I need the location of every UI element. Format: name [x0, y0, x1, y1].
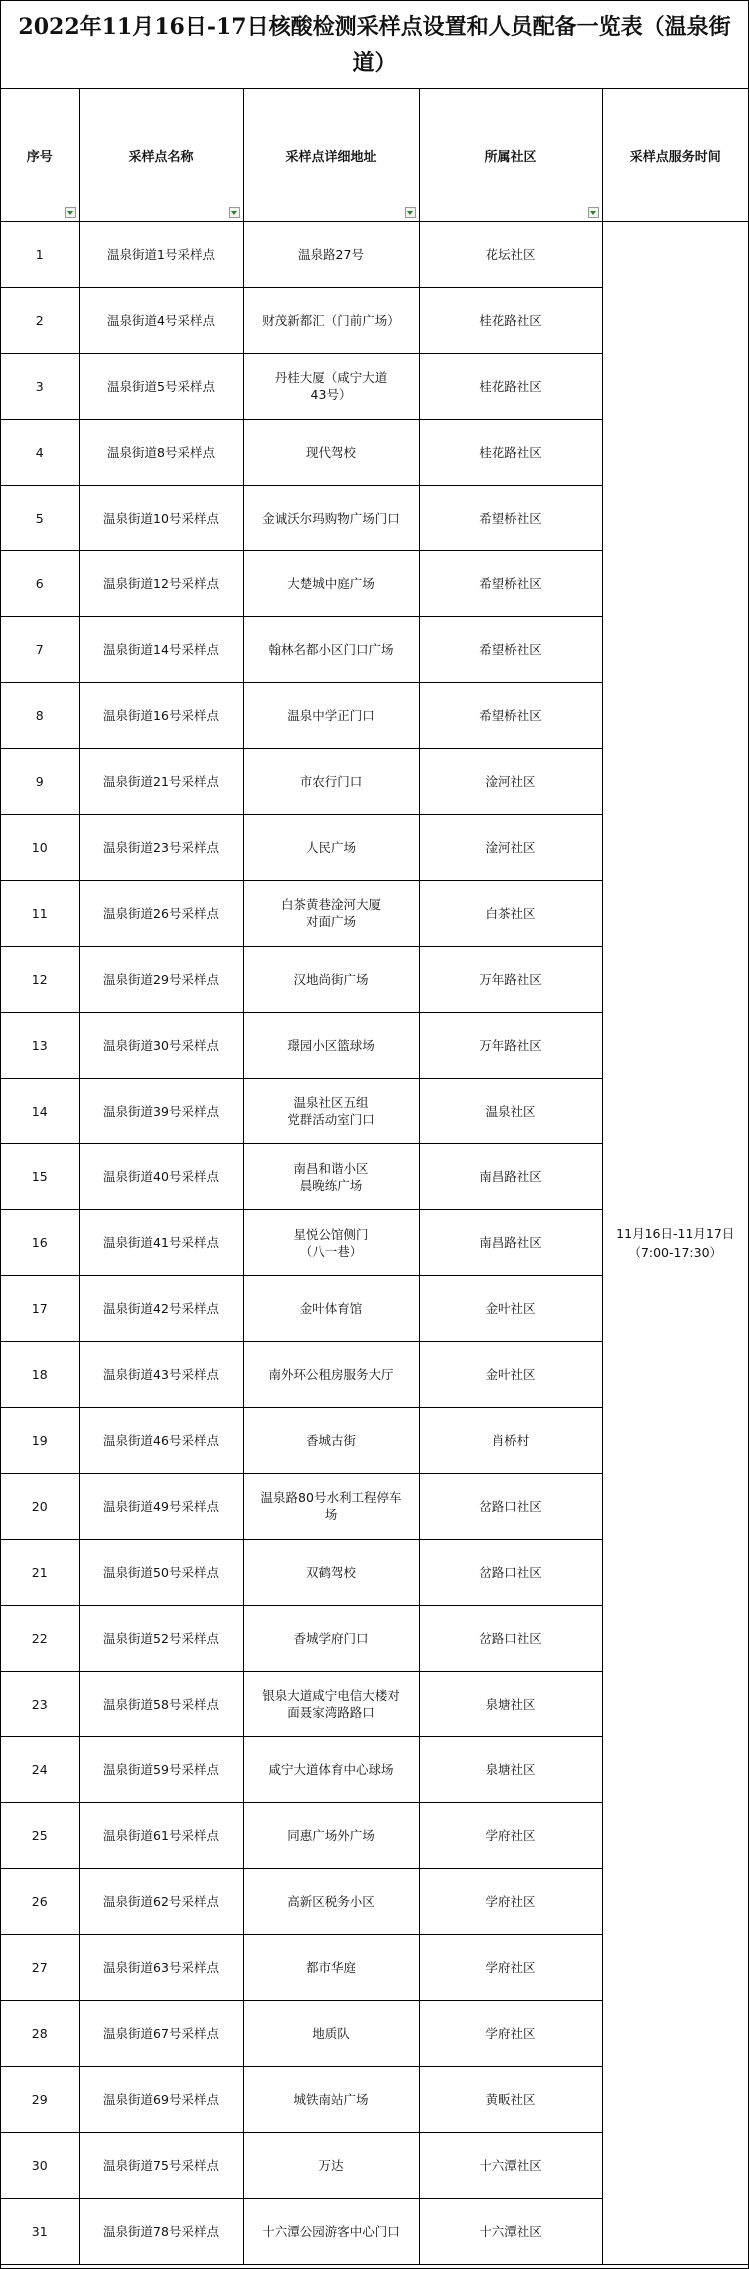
- cell-address: [243, 1605, 419, 1671]
- header-label: 序号: [26, 149, 53, 165]
- cell-community: 岔路口社区: [419, 1539, 602, 1605]
- cell-point-name: 温泉街道50号采样点: [79, 1539, 243, 1605]
- address-line: 对面广场: [305, 914, 356, 930]
- address-line: 都市华庭: [305, 1960, 356, 1976]
- address-line: 大楚城中庭广场: [287, 576, 375, 592]
- cell-address: [243, 287, 419, 353]
- cell-community: 希望桥社区: [419, 485, 602, 551]
- cell-point-name: 温泉街道41号采样点: [79, 1210, 243, 1276]
- cell-point-name: 温泉街道63号采样点: [79, 1935, 243, 2001]
- table-body: [1, 222, 748, 2265]
- cell-index: 13: [1, 1012, 79, 1078]
- address-line: 面聂家湾路路口: [287, 1705, 375, 1721]
- address-line: 香城古街: [305, 1432, 356, 1448]
- cell-index: 2: [1, 287, 79, 353]
- cell-address: [243, 551, 419, 617]
- cell-index: 27: [1, 1935, 79, 2001]
- cell-point-name: 温泉街道26号采样点: [79, 880, 243, 946]
- cell-community: 黄畈社区: [419, 2066, 602, 2132]
- cell-address: [243, 1012, 419, 1078]
- address-line: 双鹤驾校: [305, 1564, 356, 1580]
- address-line: 咸宁大道体育中心球场: [268, 1762, 394, 1778]
- cell-point-name: 温泉街道67号采样点: [79, 2001, 243, 2067]
- header-point-name: [79, 89, 243, 222]
- cell-community: 淦河社区: [419, 815, 602, 881]
- cell-point-name: 温泉街道75号采样点: [79, 2132, 243, 2198]
- cell-community: 万年路社区: [419, 946, 602, 1012]
- cell-community: 学府社区: [419, 1869, 602, 1935]
- address-line: （八一巷）: [299, 1243, 363, 1259]
- address-line: 南昌和谐小区: [293, 1160, 369, 1176]
- cell-community: 万年路社区: [419, 1012, 602, 1078]
- cell-address: [243, 222, 419, 288]
- cell-community: 学府社区: [419, 1803, 602, 1869]
- cell-community: 桂花路社区: [419, 419, 602, 485]
- document-title: 2022年11月16日-17日核酸检测采样点设置和人员配备一览表（温泉街道）: [1, 1, 748, 89]
- cell-index: 17: [1, 1276, 79, 1342]
- address-line: 璟园小区篮球场: [287, 1037, 375, 1053]
- cell-point-name: 温泉街道30号采样点: [79, 1012, 243, 1078]
- cell-community: 岔路口社区: [419, 1605, 602, 1671]
- cell-index: 7: [1, 617, 79, 683]
- filter-dropdown-icon[interactable]: [65, 207, 76, 218]
- cell-index: 1: [1, 222, 79, 288]
- cell-service-time: [602, 222, 748, 2265]
- cell-index: 26: [1, 1869, 79, 1935]
- cell-address: [243, 1276, 419, 1342]
- header-community: [419, 89, 602, 222]
- address-line: 43号）: [310, 387, 352, 403]
- cell-community: 十六潭社区: [419, 2198, 602, 2264]
- address-line: 十六潭公园游客中心门口: [262, 2223, 400, 2239]
- cell-address: [243, 1144, 419, 1210]
- address-line: 温泉路27号: [298, 246, 364, 262]
- cell-point-name: 温泉街道43号采样点: [79, 1342, 243, 1408]
- cell-index: 28: [1, 2001, 79, 2067]
- service-time-line: 11月16日-11月17日: [616, 1225, 735, 1241]
- cell-address: [243, 1737, 419, 1803]
- cell-point-name: 温泉街道40号采样点: [79, 1144, 243, 1210]
- cell-address: [243, 1342, 419, 1408]
- cell-community: 金叶社区: [419, 1342, 602, 1408]
- cell-community: 桂花路社区: [419, 353, 602, 419]
- cell-index: 24: [1, 1737, 79, 1803]
- cell-address: [243, 1869, 419, 1935]
- cell-index: 8: [1, 683, 79, 749]
- cell-address: [243, 353, 419, 419]
- header-label: 采样点服务时间: [629, 149, 721, 165]
- cell-index: 22: [1, 1605, 79, 1671]
- cell-community: 南昌路社区: [419, 1210, 602, 1276]
- address-line: 地质队: [312, 2025, 350, 2041]
- cell-address: [243, 419, 419, 485]
- address-line: 场: [324, 1507, 338, 1523]
- cell-point-name: 温泉街道29号采样点: [79, 946, 243, 1012]
- cell-community: 肖桥村: [419, 1408, 602, 1474]
- table-row: [1, 222, 748, 288]
- cell-point-name: 温泉街道10号采样点: [79, 485, 243, 551]
- cell-community: 温泉社区: [419, 1078, 602, 1144]
- cell-point-name: 温泉街道16号采样点: [79, 683, 243, 749]
- cell-address: [243, 1473, 419, 1539]
- cell-index: 21: [1, 1539, 79, 1605]
- address-line: 同惠广场外广场: [287, 1828, 375, 1844]
- cell-index: 20: [1, 1473, 79, 1539]
- cell-point-name: 温泉街道21号采样点: [79, 749, 243, 815]
- cell-address: [243, 1408, 419, 1474]
- address-line: 晨晚练广场: [299, 1177, 363, 1193]
- cell-community: 学府社区: [419, 1935, 602, 2001]
- cell-index: 10: [1, 815, 79, 881]
- cell-index: 15: [1, 1144, 79, 1210]
- cell-index: 16: [1, 1210, 79, 1276]
- cell-point-name: 温泉街道14号采样点: [79, 617, 243, 683]
- cell-point-name: 温泉街道62号采样点: [79, 1869, 243, 1935]
- filter-dropdown-icon[interactable]: [588, 207, 599, 218]
- cell-point-name: 温泉街道58号采样点: [79, 1671, 243, 1737]
- cell-address: [243, 1210, 419, 1276]
- address-line: 温泉路80号水利工程停车: [260, 1490, 402, 1506]
- cell-index: 25: [1, 1803, 79, 1869]
- address-line: 南外环公租房服务大厅: [268, 1367, 394, 1383]
- cell-community: 岔路口社区: [419, 1473, 602, 1539]
- cell-address: [243, 2132, 419, 2198]
- address-line: 银泉大道咸宁电信大楼对: [262, 1688, 400, 1704]
- cell-point-name: 温泉街道42号采样点: [79, 1276, 243, 1342]
- cell-point-name: 温泉街道23号采样点: [79, 815, 243, 881]
- cell-index: 19: [1, 1408, 79, 1474]
- cell-index: 30: [1, 2132, 79, 2198]
- sampling-points-table: [1, 89, 748, 2265]
- cell-community: 十六潭社区: [419, 2132, 602, 2198]
- cell-point-name: 温泉街道12号采样点: [79, 551, 243, 617]
- cell-index: 11: [1, 880, 79, 946]
- cell-index: 5: [1, 485, 79, 551]
- cell-community: 希望桥社区: [419, 617, 602, 683]
- cell-point-name: 温泉街道4号采样点: [79, 287, 243, 353]
- address-line: 党群活动室门口: [287, 1112, 375, 1128]
- header-label: 采样点名称: [128, 149, 194, 165]
- cell-point-name: 温泉街道1号采样点: [79, 222, 243, 288]
- header-address: [243, 89, 419, 222]
- cell-community: 金叶社区: [419, 1276, 602, 1342]
- address-line: 万达: [318, 2157, 344, 2173]
- cell-index: 18: [1, 1342, 79, 1408]
- cell-address: [243, 1803, 419, 1869]
- cell-address: [243, 2198, 419, 2264]
- cell-point-name: 温泉街道78号采样点: [79, 2198, 243, 2264]
- cell-community: 花坛社区: [419, 222, 602, 288]
- service-time-line: （7:00-17:30）: [628, 1244, 723, 1260]
- cell-community: 学府社区: [419, 2001, 602, 2067]
- address-line: 城铁南站广场: [293, 2091, 369, 2107]
- cell-index: 29: [1, 2066, 79, 2132]
- address-line: 温泉中学正门口: [287, 708, 375, 724]
- cell-index: 6: [1, 551, 79, 617]
- cell-point-name: 温泉街道52号采样点: [79, 1605, 243, 1671]
- address-line: 香城学府门口: [293, 1630, 369, 1646]
- address-line: 星悦公馆侧门: [293, 1226, 369, 1242]
- cell-point-name: 温泉街道8号采样点: [79, 419, 243, 485]
- address-line: 金诚沃尔玛购物广场门口: [262, 510, 400, 526]
- header-label: 采样点详细地址: [285, 149, 377, 165]
- address-line: 丹桂大厦（咸宁大道: [274, 370, 388, 386]
- address-line: 白茶黄巷淦河大厦: [280, 897, 381, 913]
- cell-address: [243, 1671, 419, 1737]
- cell-point-name: 温泉街道39号采样点: [79, 1078, 243, 1144]
- header-service-time: [602, 89, 748, 222]
- address-line: 翰林名都小区门口广场: [268, 642, 394, 658]
- cell-point-name: 温泉街道5号采样点: [79, 353, 243, 419]
- filter-dropdown-icon[interactable]: [405, 207, 416, 218]
- header-index: [1, 89, 79, 222]
- cell-address: [243, 1935, 419, 2001]
- address-line: 现代驾校: [305, 444, 356, 460]
- cell-address: [243, 749, 419, 815]
- address-line: 汉地尚街广场: [293, 971, 369, 987]
- cell-community: 南昌路社区: [419, 1144, 602, 1210]
- address-line: 市农行门口: [299, 774, 363, 790]
- address-line: 温泉社区五组: [293, 1095, 369, 1111]
- filter-dropdown-icon[interactable]: [229, 207, 240, 218]
- cell-point-name: 温泉街道46号采样点: [79, 1408, 243, 1474]
- header-row: [1, 89, 748, 222]
- cell-address: [243, 2001, 419, 2067]
- address-line: 高新区税务小区: [287, 1894, 375, 1910]
- cell-address: [243, 683, 419, 749]
- cell-index: 3: [1, 353, 79, 419]
- cell-index: 4: [1, 419, 79, 485]
- cell-address: [243, 1078, 419, 1144]
- cell-point-name: 温泉街道49号采样点: [79, 1473, 243, 1539]
- cell-point-name: 温泉街道61号采样点: [79, 1803, 243, 1869]
- cell-index: 31: [1, 2198, 79, 2264]
- cell-address: [243, 880, 419, 946]
- cell-index: 14: [1, 1078, 79, 1144]
- cell-community: 桂花路社区: [419, 287, 602, 353]
- cell-community: 淦河社区: [419, 749, 602, 815]
- cell-community: 白茶社区: [419, 880, 602, 946]
- cell-address: [243, 485, 419, 551]
- cell-community: 希望桥社区: [419, 683, 602, 749]
- cell-index: 23: [1, 1671, 79, 1737]
- cell-index: 12: [1, 946, 79, 1012]
- cell-address: [243, 2066, 419, 2132]
- cell-point-name: 温泉街道59号采样点: [79, 1737, 243, 1803]
- cell-address: [243, 815, 419, 881]
- cell-address: [243, 1539, 419, 1605]
- cell-community: 希望桥社区: [419, 551, 602, 617]
- address-line: 人民广场: [305, 839, 356, 855]
- address-line: 财茂新都汇（门前广场）: [262, 312, 400, 328]
- cell-address: [243, 617, 419, 683]
- cell-community: 泉塘社区: [419, 1737, 602, 1803]
- cell-point-name: 温泉街道69号采样点: [79, 2066, 243, 2132]
- cell-community: 泉塘社区: [419, 1671, 602, 1737]
- cell-address: [243, 946, 419, 1012]
- header-label: 所属社区: [484, 149, 537, 165]
- address-line: 金叶体育馆: [299, 1301, 363, 1317]
- cell-index: 9: [1, 749, 79, 815]
